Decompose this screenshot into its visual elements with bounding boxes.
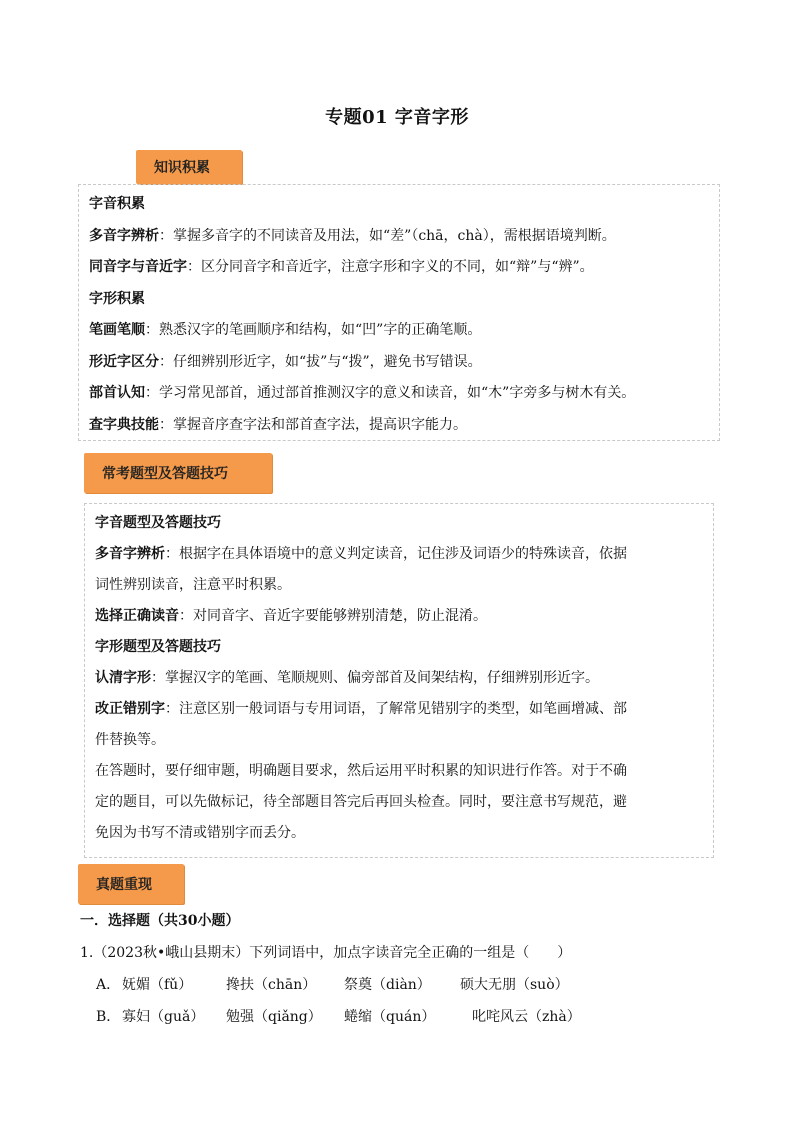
question-types-box bbox=[84, 503, 714, 858]
knowledge-box bbox=[78, 184, 720, 441]
question-1: 1.（2023秋•峨山县期末）下列词语中，加点字读音完全正确的一组是（ ） bbox=[80, 945, 572, 961]
option-a-word: 搀扶（chān） bbox=[226, 977, 317, 993]
knowledge-item: 多音字辨析：掌握多音字的不同读音及用法，如“差”（chā，chà），需根据语境判断。 bbox=[89, 227, 616, 244]
knowledge-item: 查字典技能：掌握音序查字法和部首查字法，提高识字能力。 bbox=[89, 416, 467, 433]
advice-paragraph-line: 在答题时，要仔细审题，明确题目要求，然后运用平时积累的知识进行作答。对于不确 bbox=[95, 763, 627, 779]
option-b-word: 勉强（qiǎng） bbox=[226, 1009, 322, 1025]
tip-item-cont: 件替换等。 bbox=[95, 732, 165, 748]
section-tab-knowledge bbox=[136, 150, 242, 184]
knowledge-item: 部首认知：学习常见部首，通过部首推测汉字的意义和读音，如“木”字旁多与树木有关。 bbox=[89, 385, 636, 401]
option-b-word: 蜷缩（quán） bbox=[344, 1009, 436, 1025]
knowledge-item: 形近字区分：仔细辨别形近字，如“拔”与“拨”，避免书写错误。 bbox=[89, 353, 482, 370]
subheading-pronunciation-types: 字音题型及答题技巧 bbox=[95, 515, 221, 531]
option-b-word: 叱咤风云（zhà） bbox=[472, 1009, 581, 1025]
knowledge-item: 同音字与音近字：区分同音字和音近字，注意字形和字义的不同，如“辩”与“辨”。 bbox=[89, 259, 594, 275]
option-a-word: 妩媚（fǔ） bbox=[122, 977, 193, 993]
question-section-heading: 一．选择题（共30小题） bbox=[80, 913, 240, 929]
advice-paragraph-line: 定的题目，可以先做标记，待全部题目答完后再回头检查。同时，要注意书写规范，避 bbox=[95, 794, 627, 810]
page-title: 专题01 字音字形 bbox=[325, 107, 469, 128]
subheading-pronunciation: 字音积累 bbox=[89, 196, 145, 212]
tip-item: 多音字辨析：根据字在具体语境中的意义判定读音，记住涉及词语少的特殊读音，依据 bbox=[95, 546, 627, 562]
option-a-word: 硕大无朋（suò） bbox=[460, 977, 569, 993]
section-tab-label: 真题重现 bbox=[96, 877, 152, 893]
knowledge-item: 笔画笔顺：熟悉汉字的笔画顺序和结构，如“凹”字的正确笔顺。 bbox=[89, 322, 482, 338]
option-b-label: B． bbox=[96, 1009, 121, 1025]
option-b-word: 寡妇（guǎ） bbox=[122, 1009, 205, 1025]
option-a-label: A． bbox=[96, 977, 121, 993]
section-tab-question-types bbox=[84, 453, 272, 493]
tip-item: 认清字形：掌握汉字的笔画、笔顺规则、偏旁部首及间架结构，仔细辨别形近字。 bbox=[95, 670, 599, 686]
subheading-glyph-types: 字形题型及答题技巧 bbox=[95, 639, 221, 655]
tip-item-cont: 词性辨别读音，注意平时积累。 bbox=[95, 577, 291, 593]
section-tab-label: 知识积累 bbox=[154, 160, 210, 176]
section-tab-real-questions bbox=[78, 864, 184, 904]
tip-item: 选择正确读音：对同音字、音近字要能够辨别清楚，防止混淆。 bbox=[95, 608, 487, 624]
advice-paragraph-line: 免因为书写不清或错别字而丢分。 bbox=[95, 825, 305, 841]
option-a-word: 祭奠（diàn） bbox=[344, 977, 431, 993]
section-tab-label: 常考题型及答题技巧 bbox=[102, 466, 228, 482]
subheading-glyph: 字形积累 bbox=[89, 290, 145, 307]
tip-item: 改正错别字：注意区别一般词语与专用词语，了解常见错别字的类型，如笔画增减、部 bbox=[95, 701, 627, 717]
